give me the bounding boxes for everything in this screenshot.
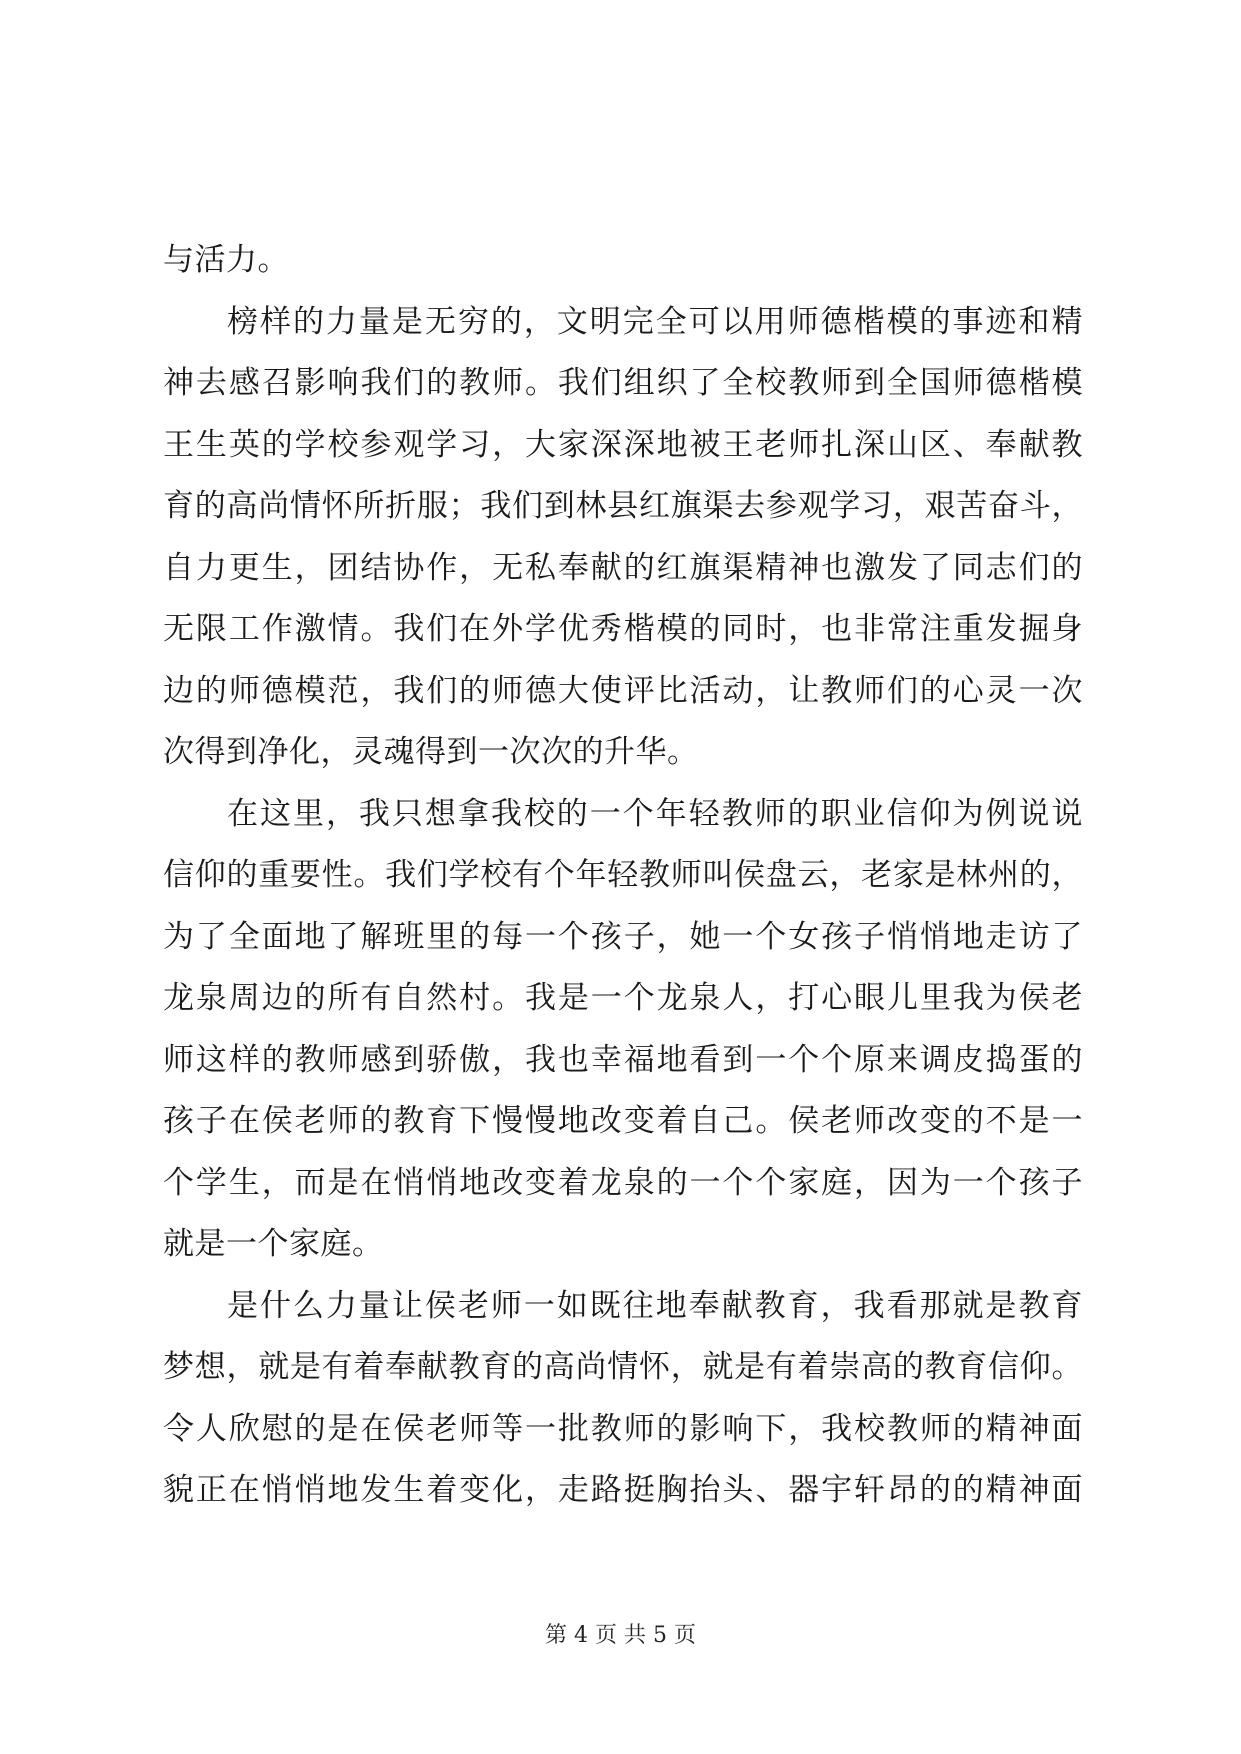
- text-line: 次得到净化，灵魂得到一次次的升华。: [163, 734, 699, 770]
- text-line: 孩子在侯老师的教育下慢慢地改变着自己。侯老师改变的不是一: [163, 1103, 1083, 1139]
- text-line: 自力更生，团结协作，无私奉献的红旗渠精神也激发了同志们的: [163, 549, 1083, 586]
- text-line: 榜样的力量是无穷的，文明完全可以用师德楷模的事迹和精: [227, 303, 1083, 340]
- text-line: 信仰的重要性。我们学校有个年轻教师叫侯盘云，老家是林州的，: [163, 857, 1083, 893]
- text-line: 为了全面地了解班里的每一个孩子，她一个女孩子悄悄地走访了: [163, 918, 1083, 955]
- text-line: 在这里，我只想拿我校的一个年轻教师的职业信仰为例说说: [227, 795, 1083, 832]
- document-body: [163, 230, 1083, 1522]
- text-line: 个学生，而是在悄悄地改变着龙泉的一个个家庭，因为一个孩子: [163, 1164, 1083, 1201]
- text-line: 梦想，就是有着奉献教育的高尚情怀，就是有着崇高的教育信仰。: [163, 1349, 1083, 1385]
- text-line: 师这样的教师感到骄傲，我也幸福地看到一个个原来调皮捣蛋的: [163, 1041, 1083, 1078]
- text-line: 无限工作激情。我们在外学优秀楷模的同时，也非常注重发掘身: [163, 611, 1083, 647]
- text-line: 与活力。: [163, 242, 289, 278]
- page-number-footer: 第 4 页 共 5 页: [545, 1623, 696, 1648]
- text-line: 王生英的学校参观学习，大家深深地被王老师扎深山区、奉献教: [163, 426, 1083, 463]
- text-line: 是什么力量让侯老师一如既往地奉献教育，我看那就是教育: [227, 1287, 1083, 1324]
- text-line: 貌正在悄悄地发生着变化，走路挺胸抬头、器宇轩昂的的精神面: [163, 1472, 1083, 1508]
- text-line: 就是一个家庭。: [163, 1226, 384, 1262]
- text-line: 边的师德模范，我们的师德大使评比活动，让教师们的心灵一次: [163, 672, 1083, 709]
- text-line: 龙泉周边的所有自然村。我是一个龙泉人，打心眼儿里我为侯老: [163, 980, 1083, 1016]
- text-line: 育的高尚情怀所折服；我们到林县红旗渠去参观学习，艰苦奋斗，: [163, 488, 1083, 524]
- text-line: 神去感召影响我们的教师。我们组织了全校教师到全国师德楷模: [163, 365, 1083, 401]
- text-line: 令人欣慰的是在侯老师等一批教师的影响下，我校教师的精神面: [163, 1410, 1083, 1447]
